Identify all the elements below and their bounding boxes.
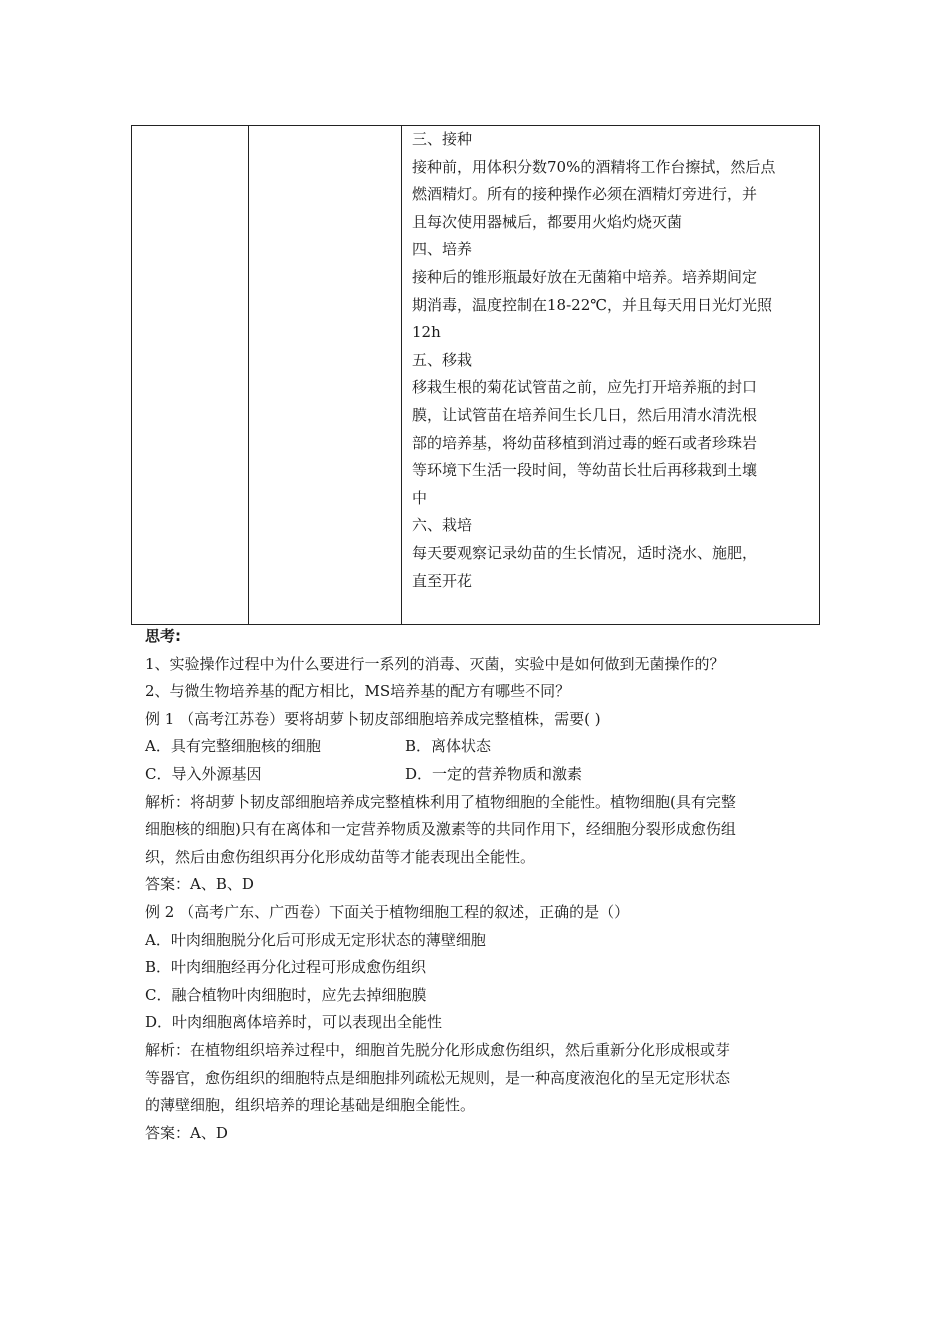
example-1-option-c: C．导入外源基因 — [145, 764, 262, 783]
example-2-option-d: D．叶肉细胞离体培养时，可以表现出全能性 — [145, 1013, 443, 1032]
example-2-option-c: C．融合植物叶肉细胞时，应先去掉细胞膜 — [145, 985, 427, 1004]
step-heading-inoculation: 三、接种 — [412, 130, 473, 148]
example-2-analysis-line: 等器官，愈伤组织的细胞特点是细胞排列疏松无规则，是一种高度液泡化的呈无定形状态 — [145, 1068, 731, 1087]
step-heading-transplant: 五、移栽 — [412, 350, 473, 369]
table-text-line: 期消毒，温度控制在18-22℃，并且每天用日光灯光照 — [412, 295, 773, 314]
example-2-analysis-line: 的薄壁细胞，组织培养的理论基础是细胞全能性。 — [145, 1096, 476, 1115]
document-body — [145, 623, 835, 1147]
example-1-analysis-line: 细胞核的细胞)只有在离体和一定营养物质及激素等的共同作用下，经细胞分裂形成愈伤组 — [145, 820, 736, 839]
example-1-question: 例 1 （高考江苏卷）要将胡萝卜韧皮部细胞培养成完整植株，需要( ) — [145, 709, 601, 728]
table-text-line: 每天要观察记录幼苗的生长情况，适时浇水、施肥， — [412, 543, 758, 562]
example-1-analysis-line: 解析：将胡萝卜韧皮部细胞培养成完整植株利用了植物细胞的全能性。植物细胞(具有完整 — [145, 792, 736, 811]
table-text-line: 12h — [412, 323, 441, 342]
table-text-line: 等环境下生活一段时间，等幼苗长壮后再移栽到土壤 — [412, 461, 758, 480]
table-text-line: 接种前，用体积分数70%的酒精将工作台擦拭，然后点 — [412, 157, 776, 176]
table-text-line: 燃酒精灯。所有的接种操作必须在酒精灯旁进行，并 — [412, 185, 758, 204]
example-2-question: 例 2 （高考广东、广西卷）下面关于植物细胞工程的叙述，正确的是（） — [145, 902, 630, 921]
example-1-options-row-1 — [145, 733, 835, 761]
table-column-divider — [248, 126, 249, 624]
table-text-line: 移栽生根的菊花试管苗之前，应先打开培养瓶的封口 — [412, 378, 758, 397]
table-text-line: 膜，让试管苗在培养间生长几日，然后用清水清洗根 — [412, 405, 758, 424]
example-1-option-b: B．离体状态 — [405, 737, 492, 756]
table-text-line: 直至开花 — [412, 571, 473, 590]
example-1-option-d: D．一定的营养物质和激素 — [405, 764, 583, 783]
section-title-thinking: 思考: — [145, 627, 181, 645]
step-heading-cultivation: 六、栽培 — [412, 516, 473, 535]
procedure-table — [131, 125, 820, 625]
table-column-divider — [401, 126, 402, 624]
example-1-option-a: A．具有完整细胞核的细胞 — [145, 737, 321, 756]
table-cell-procedure-steps — [412, 126, 812, 595]
table-text-line: 接种后的锥形瓶最好放在无菌箱中培养。培养期间定 — [412, 267, 758, 286]
step-heading-culture: 四、培养 — [412, 240, 473, 259]
table-text-line: 部的培养基，将幼苗移植到消过毒的蛭石或者珍珠岩 — [412, 433, 758, 452]
example-1-answer: 答案：A、B、D — [145, 875, 254, 894]
example-1-options-row-2 — [145, 761, 835, 789]
example-1-analysis-line: 织，然后由愈伤组织再分化形成幼苗等才能表现出全能性。 — [145, 847, 536, 866]
example-2-analysis-line: 解析：在植物组织培养过程中，细胞首先脱分化形成愈伤组织，然后重新分化形成根或芽 — [145, 1040, 731, 1059]
table-text-line: 中 — [412, 488, 428, 507]
think-question-1: 1、实验操作过程中为什么要进行一系列的消毒、灭菌，实验中是如何做到无菌操作的？ — [145, 654, 725, 673]
think-question-2: 2、与微生物培养基的配方相比，MS培养基的配方有哪些不同？ — [145, 682, 571, 701]
table-text-line: 且每次使用器械后，都要用火焰灼烧灭菌 — [412, 212, 683, 231]
example-2-option-a: A．叶肉细胞脱分化后可形成无定形状态的薄壁细胞 — [145, 930, 486, 949]
example-2-answer: 答案：A、D — [145, 1123, 228, 1142]
example-2-option-b: B．叶肉细胞经再分化过程可形成愈伤组织 — [145, 958, 427, 977]
